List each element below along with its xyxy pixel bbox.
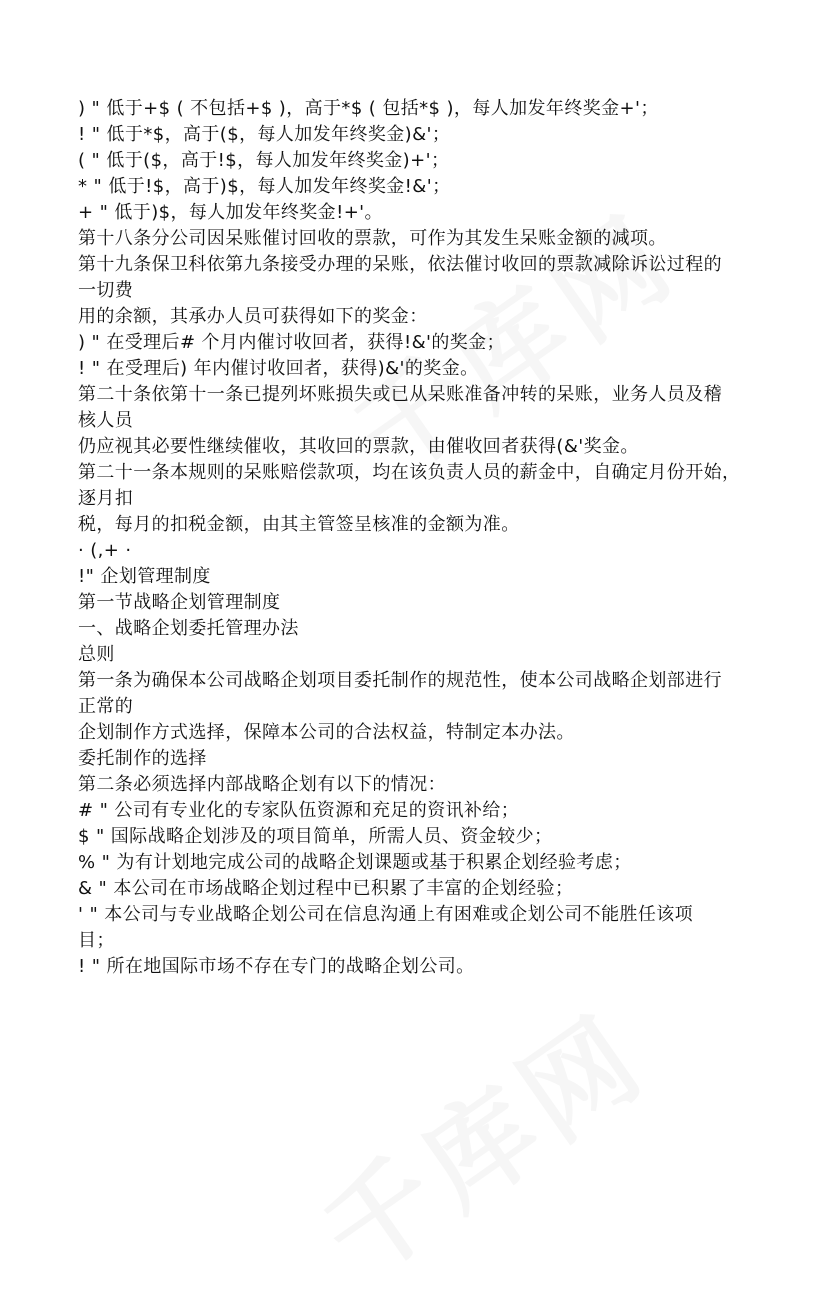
text-line: 企划制作方式选择，保障本公司的合法权益，特制定本办法。 [78,722,575,743]
text-line: 税，每月的扣税金额，由其主管签呈核准的金额为准。 [78,514,520,535]
text-line: ) " 低于+$ ( 不包括+$ )，高于*$ ( 包括*$ )，每人加发年终奖金+'； [78,98,659,119]
text-line: ! " 在受理后) 年内催讨收回者，获得)&'的奖金。 [78,358,479,379]
text-line: ! " 低于*$，高于($，每人加发年终奖金)&'； [78,124,451,145]
section-heading: 第一节战略企划管理制度 [78,592,281,613]
text-line: 逐月扣 [78,488,134,509]
text-line: 仍应视其必要性继续催收，其收回的票款，由催收回者获得(&'奖金。 [78,436,639,457]
text-line: * " 低于!$，高于)$，每人加发年终奖金!&'； [78,176,451,197]
section-heading: 总则 [78,644,115,665]
text-line: ( " 低于($，高于!$，每人加发年终奖金)+'； [78,150,450,171]
text-line: 用的余额，其承办人员可获得如下的奖金： [78,306,428,327]
section-heading: 委托制作的选择 [78,748,207,769]
text-line: % " 为有计划地完成公司的战略企划课题或基于积累企划经验考虑； [78,852,632,873]
text-line: $ " 国际战略企划涉及的项目简单，所需人员、资金较少； [78,826,553,847]
text-line: 第十八条分公司因呆账催讨回收的票款，可作为其发生呆账金额的减项。 [78,228,667,249]
text-line: # " 公司有专业化的专家队伍资源和充足的资讯补给； [78,800,520,821]
text-line: 第二十条依第十一条已提列坏账损失或已从呆账准备冲转的呆账，业务人员及稽 [78,384,722,405]
watermark [287,971,673,1307]
document-body [78,96,768,980]
text-line: 核人员 [78,410,134,431]
text-line: ' " 本公司与专业战略企划公司在信息沟通上有困难或企划公司不能胜任该项 [78,904,694,925]
text-line: ) " 在受理后# 个月内催讨收回者，获得!&'的奖金； [78,332,505,353]
text-line: 正常的 [78,696,134,717]
section-heading: !" 企划管理制度 [78,566,211,587]
text-line: 一切费 [78,280,134,301]
section-heading: 一、战略企划委托管理办法 [78,618,299,639]
text-line: 第二条必须选择内部战略企划有以下的情况： [78,774,446,795]
text-line: 第十九条保卫科依第九条接受办理的呆账，依法催讨收回的票款减除诉讼过程的 [78,254,722,275]
text-line: ! " 所在地国际市场不存在专门的战略企划公司。 [78,956,475,977]
text-line: 第二十一条本规则的呆账赔偿款项，均在该负责人员的薪金中，自确定月份开始， [78,462,741,483]
text-line: & " 本公司在市场战略企划过程中已积累了丰富的企划经验； [78,878,574,899]
text-line: 目； [78,930,115,951]
text-line: · (,+ · [78,540,132,561]
text-line: + " 低于)$，每人加发年终奖金!+'。 [78,202,383,223]
text-line: 第一条为确保本公司战略企划项目委托制作的规范性，使本公司战略企划部进行 [78,670,722,691]
